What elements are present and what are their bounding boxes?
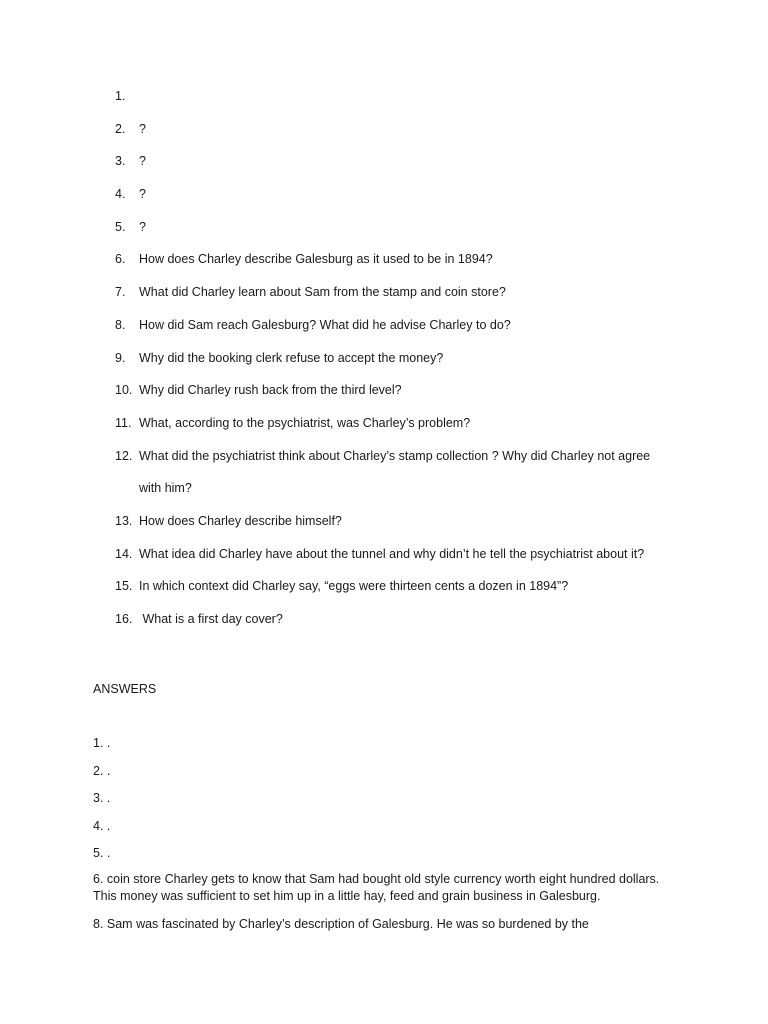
question-text: What, according to the psychiatrist, was Charley’s problem? — [139, 415, 471, 430]
question-text: ? — [139, 219, 146, 234]
question-item — [115, 609, 715, 642]
question-number: 7. — [115, 285, 126, 300]
question-number: 8. — [115, 317, 126, 332]
question-text-continued: with him? — [139, 481, 192, 496]
question-text: What is a first day cover? — [139, 612, 283, 627]
question-number: 9. — [115, 350, 126, 365]
question-item — [115, 315, 715, 348]
question-text: What did Charley learn about Sam from the stamp and coin store? — [139, 285, 506, 300]
question-item — [115, 86, 715, 119]
question-number: 15. — [115, 579, 133, 594]
question-text: How does Charley describe Galesburg as it used to be in 1894? — [139, 252, 493, 267]
question-text: ? — [139, 187, 146, 202]
question-number: 10. — [115, 383, 133, 398]
question-number: 5. — [115, 219, 126, 234]
answer-item: 1. . — [93, 736, 111, 750]
question-text: What did the psychiatrist think about Charley’s stamp collection ? Why did Charley not agree — [139, 448, 651, 463]
question-number: 1. — [115, 89, 126, 103]
question-item — [115, 446, 715, 511]
question-item — [115, 119, 715, 152]
question-text: ? — [139, 121, 146, 136]
question-item — [115, 380, 715, 413]
question-number: 11. — [115, 415, 132, 430]
answer-item: 3. . — [93, 791, 111, 805]
answer-8-paragraph: 8. Sam was fascinated by Charley’s description of Galesburg. He was so burdened by the — [93, 917, 589, 931]
question-text: How does Charley describe himself? — [139, 513, 342, 528]
question-number: 3. — [115, 154, 126, 169]
answer-item: 2. . — [93, 763, 111, 778]
question-number: 12. — [115, 448, 133, 463]
answer-item: 4. . — [93, 818, 111, 833]
question-number: 2. — [115, 121, 126, 136]
question-item — [115, 544, 715, 577]
question-item — [115, 511, 715, 544]
question-number: 13. — [115, 513, 133, 528]
question-text: Why did Charley rush back from the third level? — [139, 383, 402, 398]
question-item — [115, 282, 715, 315]
question-number: 4. — [115, 187, 126, 202]
question-text: Why did the booking clerk refuse to accept the money? — [139, 350, 444, 365]
question-text: What idea did Charley have about the tunnel and why didn’t he tell the psychiatrist about it? — [139, 546, 645, 561]
question-text: ? — [139, 154, 146, 169]
answer-item: 5. . — [93, 846, 111, 860]
question-item — [115, 184, 715, 217]
answer-6-paragraph: 6. coin store Charley gets to know that Sam had bought old style currency worth eight hundred dollars. This money was sufficient to set him up in a little hay, feed and grain business in Galesburg. — [93, 872, 660, 903]
question-item — [115, 151, 715, 184]
question-text: In which context did Charley say, “eggs were thirteen cents a dozen in 1894”? — [139, 579, 569, 594]
question-item — [115, 249, 715, 282]
question-item — [115, 413, 715, 446]
answers-list — [93, 733, 693, 871]
question-item — [115, 348, 715, 381]
question-number: 6. — [115, 252, 126, 267]
question-item — [115, 576, 715, 609]
question-item — [115, 217, 715, 250]
question-number: 16. — [115, 612, 133, 627]
answers-heading: ANSWERS — [93, 682, 157, 696]
question-text: How did Sam reach Galesburg? What did he advise Charley to do? — [139, 317, 511, 332]
questions-list — [115, 86, 715, 642]
question-number: 14. — [115, 546, 133, 561]
